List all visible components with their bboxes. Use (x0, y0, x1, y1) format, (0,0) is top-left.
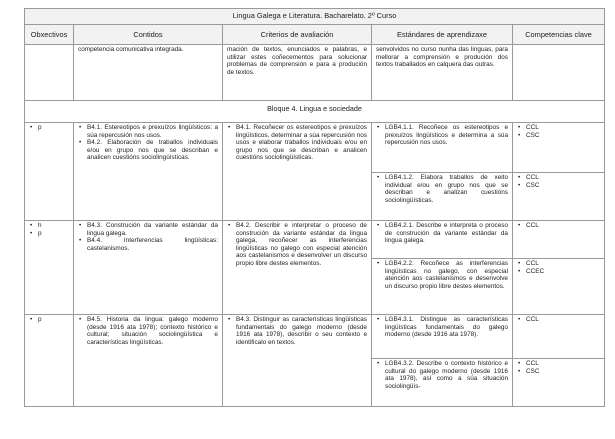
competencias-cell (513, 221, 605, 259)
list-item: • CCEC (517, 268, 600, 276)
header-estandares: Estándares de aprendizaxe (372, 25, 513, 45)
list-item: • CCL (517, 222, 600, 230)
list-item: • B4.2. Elaboración de traballos individuais e/ou en grupo nos que se describan e analicen cuestións sociolingüísticas. (78, 139, 218, 162)
list-item: • LGB4.1.1. Recoñece os estereotipos e prexuízos lingüísticos e determina a súa repercusión nos usos. (376, 124, 508, 147)
list-item: • CCL (517, 316, 600, 324)
obxectivos-cell (25, 221, 74, 315)
list-item: • LGB4.1.2. Elabora traballos de xeito individual e/ou en grupo nos que se describan e analizan cuestións sociolingüísticas. (376, 174, 508, 204)
list-item: • p (29, 230, 69, 238)
table-title: Lingua Galega e Literatura. Bacharelato. 2º Curso (25, 9, 605, 25)
list-item: • CSC (517, 368, 600, 376)
list-item: • CCL (517, 174, 600, 182)
continuation-criterios: mación de textos, enunciados e palabras, e utilizar estes coñecementos para solucionar problemas de comprensión e para a produción de textos. (223, 45, 372, 101)
list-item: • B4.5. Historia da lingua: galego moderno (desde 1916 ata 1978); contexto histórico e cultural; situación sociolingüística e características lingüísticas. (78, 316, 218, 346)
estandar-cell (372, 315, 513, 359)
estandar-cell (372, 221, 513, 259)
obxectivos-cell (25, 315, 74, 407)
table-row (25, 221, 605, 259)
list-item: • B4.3. Construción da variante estándar da lingua galega. (78, 222, 218, 237)
competencias-cell (513, 359, 605, 407)
contidos-cell (74, 221, 223, 315)
continuation-contidos: competencia comunicativa integrada. (74, 45, 223, 101)
list-item: • LGB4.3.1. Distingue as características lingüísticas fundamentais do galego moderno (desde 1916 ata 1978). (376, 316, 508, 339)
curriculum-page (24, 8, 604, 407)
competencias-cell (513, 173, 605, 221)
list-item: • CCL (517, 260, 600, 268)
obxectivos-cell (25, 123, 74, 221)
bloque-title: Bloque 4. Lingua e sociedade (25, 101, 605, 123)
estandar-cell (372, 259, 513, 315)
contidos-cell (74, 123, 223, 221)
list-item: • LGB4.2.2. Recoñece as interferencias lingüísticas no galego, con especial atención aos castelanismos e desenvolve un discurso propio libre destes elementos. (376, 260, 508, 290)
contidos-cell (74, 315, 223, 407)
continuation-row (25, 45, 605, 101)
list-item: • B4.2. Describir e interpretar o proceso de construción da variante estándar da lingua galega, recoñecer as interferencias lingüísticas no galego con especial atención aos castelanismos e desenvolver un discurso propio libre destes elementos. (227, 222, 367, 268)
continuation-competencias (513, 45, 605, 101)
table-row (25, 315, 605, 359)
competencias-cell (513, 259, 605, 315)
list-item: • B4.3. Distinguir as características lingüísticas fundamentais do galego moderno (desde 1916 ata 1978), describir o seu contexto e identificalo en textos. (227, 316, 367, 346)
table-row (25, 123, 605, 173)
list-item: • CCL (517, 124, 600, 132)
list-item: • B4.1. Recoñecer os estereotipos e prexuízos lingüísticos, determinar a súa repercusión nos usos e elaborar traballos individuais e/ou en grupo nos que se describan e analicen cuestións sociolingüísticas. (227, 124, 367, 162)
criterios-cell (223, 123, 372, 221)
list-item: • p (29, 124, 69, 132)
estandar-cell (372, 359, 513, 407)
header-competencias: Competencias clave (513, 25, 605, 45)
header-criterios: Criterios de avaliación (223, 25, 372, 45)
criterios-cell (223, 315, 372, 407)
header-contidos: Contidos (74, 25, 223, 45)
estandar-cell (372, 123, 513, 173)
list-item: • LGB4.3.2. Describe o contexto histórico e cultural do galego moderno (desde 1916 ata 1978), así como a súa situación sociolingüís- (376, 360, 508, 390)
criterios-cell (223, 221, 372, 315)
list-item: • p (29, 316, 69, 324)
competencias-cell (513, 315, 605, 359)
list-item: • B4.1. Estereotipos e prexuízos lingüísticos: a súa repercusión nos usos. (78, 124, 218, 139)
continuation-obxectivos (25, 45, 74, 101)
competencias-cell (513, 123, 605, 173)
list-item: • LGB4.2.1. Describe e interpreta o proceso de construción da variante estándar da lingua galega. (376, 222, 508, 245)
list-item: • CSC (517, 182, 600, 190)
curriculum-table (24, 8, 605, 407)
continuation-estandares: senvolvidos no curso nunha das linguas, para mellorar a comprensión e produción dos textos traballados en calquera das outras. (372, 45, 513, 101)
list-item: • B4.4. Interferencias lingüísticas: castelanismos. (78, 237, 218, 252)
list-item: • CSC (517, 132, 600, 140)
list-item: • h (29, 222, 69, 230)
header-obxectivos: Obxectivos (25, 25, 74, 45)
list-item: • CCL (517, 360, 600, 368)
estandar-cell (372, 173, 513, 221)
